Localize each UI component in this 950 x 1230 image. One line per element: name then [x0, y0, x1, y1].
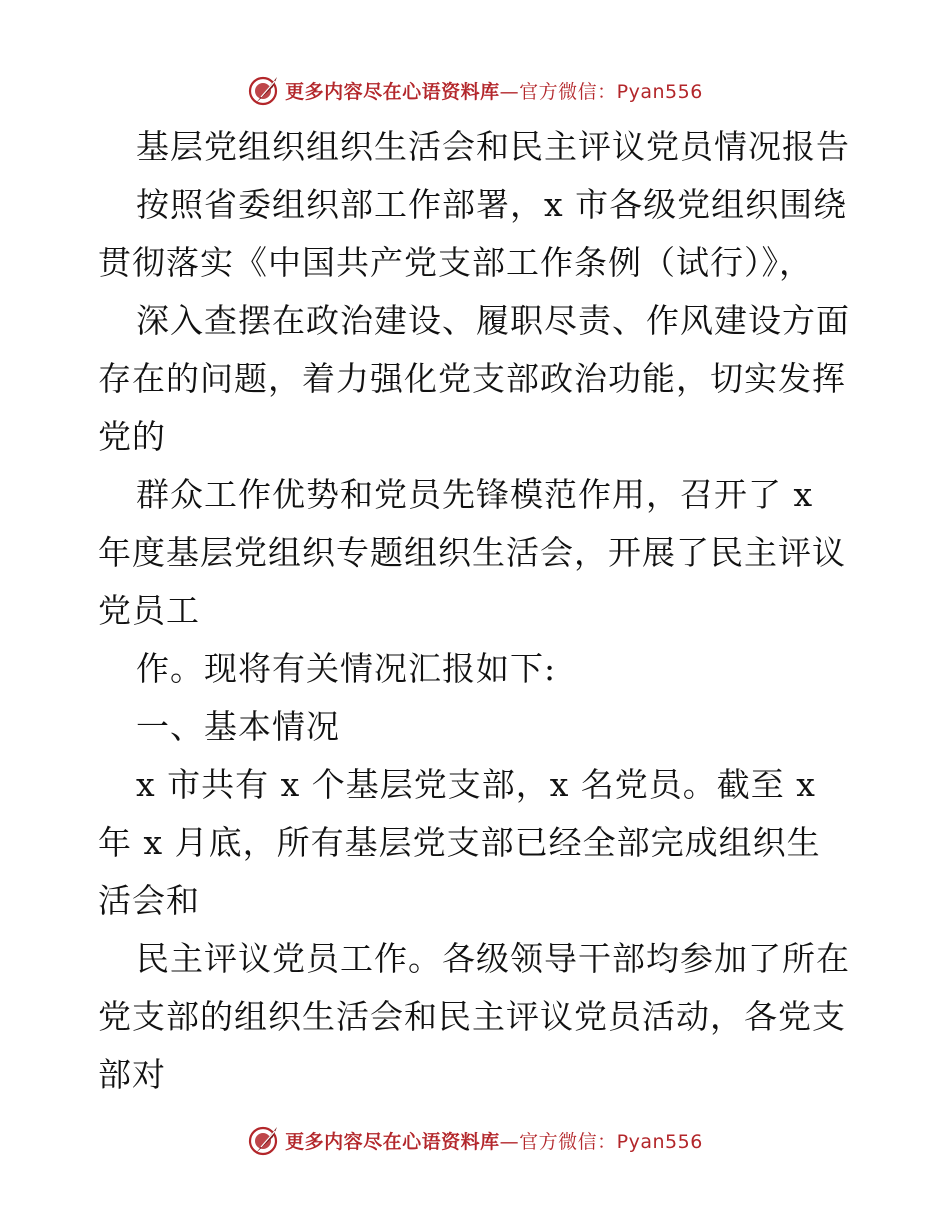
watermark-sub-text: —官方微信：Pyan556 — [499, 1130, 703, 1153]
quill-seal-icon — [247, 73, 281, 107]
watermark-sub-text: —官方微信：Pyan556 — [499, 80, 703, 103]
watermark-main-text: 更多内容尽在心语资料库 — [285, 1130, 500, 1153]
text-line: 党的 — [98, 417, 166, 456]
text-line: 作。现将有关情况汇报如下: — [136, 649, 557, 688]
text-line: 党支部的组织生活会和民主评议党员活动，各党支 — [98, 997, 846, 1036]
text-line: x 市共有 x 个基层党支部，x 名党员。截至 x — [136, 765, 816, 804]
watermark-banner-bottom — [0, 1120, 950, 1160]
text-line: 存在的问题，着力强化党支部政治功能，切实发挥 — [98, 359, 846, 398]
section-heading: 一、基本情况 — [136, 707, 340, 746]
quill-seal-icon — [247, 1123, 281, 1157]
text-line: 党员工 — [98, 591, 200, 630]
text-line: 群众工作优势和党员先锋模范作用，召开了 x — [136, 475, 814, 514]
text-line: 民主评议党员工作。各级领导干部均参加了所在 — [136, 939, 850, 978]
document-body — [98, 118, 858, 1104]
document-title: 基层党组织组织生活会和民主评议党员情况报告 — [136, 127, 850, 166]
watermark-banner-top — [0, 70, 950, 110]
text-line: 贯彻落实《中国共产党支部工作条例（试行）》， — [98, 243, 813, 282]
text-line: 年 x 月底，所有基层党支部已经全部完成组织生 — [98, 823, 821, 862]
text-line: 年度基层党组织专题组织生活会，开展了民主评议 — [98, 533, 846, 572]
text-line: 按照省委组织部工作部署，x 市各级党组织围绕 — [136, 185, 848, 224]
watermark-main-text: 更多内容尽在心语资料库 — [285, 80, 500, 103]
text-line: 深入查摆在政治建设、履职尽责、作风建设方面 — [136, 301, 850, 340]
text-line: 活会和 — [98, 881, 200, 920]
text-line: 部对 — [98, 1055, 166, 1094]
